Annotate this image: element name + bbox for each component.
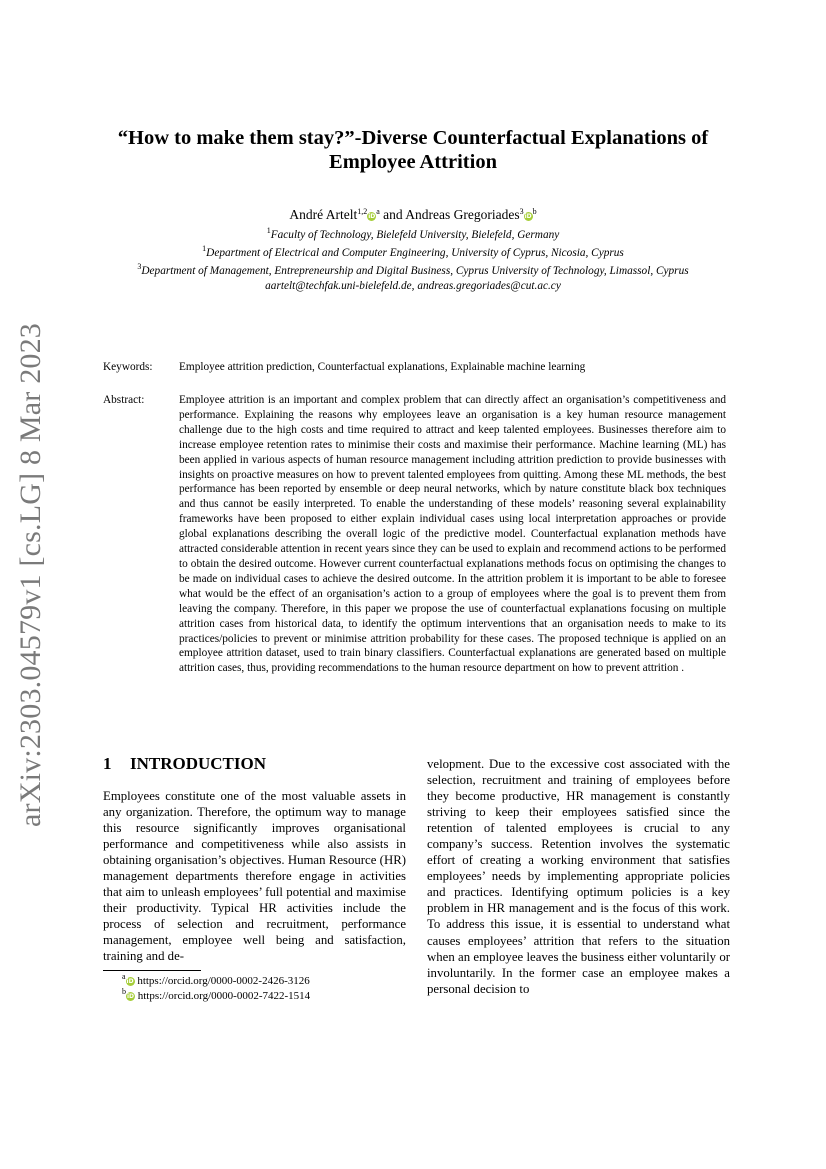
affiliation-sup: 1 <box>202 244 207 253</box>
section-title: INTRODUCTION <box>130 754 267 773</box>
abstract-label: Abstract: <box>103 394 145 406</box>
author-1-affil-sup: 1,2 <box>357 207 368 216</box>
footnote-orcid-link[interactable]: https://orcid.org/0000-0002-7422-1514 <box>137 990 311 1002</box>
section-number: 1 <box>103 754 112 773</box>
keywords-text: Employee attrition prediction, Counterfactual explanations, Explainable machine learning <box>179 361 586 373</box>
intro-right-column: velopment. Due to the excessive cost associated with the selection, recruitment and training of employees before they become productive, HR management is constantly striving to keep their employees satisfied since the retention of talented employees is crucial to any company’s success. Retention involves the systematic effort of creating a working environment that satisfies employees’ needs by implementing appropriate policies and practices. Identifying optimum policies is a key problem in HR management and is the focus of this work. To address this issue, it is essential to understand what causes employees’ attrition that refers to the situation when an employee leaves the business either voluntarily or involuntarily. In the former case an employee makes a personal decision to <box>427 757 730 996</box>
orcid-icon: iD <box>126 978 134 985</box>
author-list <box>100 207 726 223</box>
intro-left-column: Employees constitute one of the most valuable assets in any organization. Therefore, the optimum way to manage this resource significantly improves organisational performance and competitiveness while also assists in obtaining organisation’s objectives. Human Resource (HR) management departments therefore engage in activities that aim to unleash employees’ full potential and maximise their productivity. Typical HR activities include the process of selection and recruitment, performance management, employee well being and satisfaction, training and de- <box>103 789 406 964</box>
footnote-mark: a <box>122 972 126 981</box>
arxiv-sidebar-stamp <box>8 323 54 827</box>
keywords-label: Keywords: <box>103 361 153 373</box>
title-line-1: “How to make them stay?”-Diverse Counterfactual Explanations of <box>117 127 709 149</box>
paper-title <box>100 126 726 174</box>
affiliation-text: Department of Electrical and Computer Engineering, University of Cyprus, Nicosia, Cyprus <box>206 247 624 259</box>
footnote-mark: b <box>122 987 126 996</box>
affiliation-text: Department of Management, Entrepreneurship and Digital Business, Cyprus University of Technology, Limassol, Cyprus <box>141 265 689 277</box>
footnote-divider <box>103 970 201 971</box>
author-1-name: André Artelt <box>289 207 358 222</box>
arxiv-identifier: arXiv:2303.04579v1 [cs.LG] 8 Mar 2023 <box>14 323 48 827</box>
footnote-b <box>122 987 311 1003</box>
affiliation-3 <box>100 264 726 278</box>
author-2-affil-sup: 3 <box>519 207 524 216</box>
abstract-text: Employee attrition is an important and complex problem that can directly affect an organisation’s competitiveness and performance. Explaining the reasons why employees leave an organisation is a key human resource management challenge due to the high costs and time required to attract and keep talented employees. Businesses therefore aim to increase employee retention rates to minimise their costs and maximise their performance. Machine learning (ML) has been applied in various aspects of human resource management including attrition prediction to provide businesses with insights on proactive measures on how to prevent talented employees from quitting. Among these ML methods, the best performance has been reported by ensemble or deep neural networks, which by nature constitute black box techniques and thus cannot be easily interpreted. To enable the understanding of these models’ reasoning several explainability frameworks have been proposed to either explain individual cases using local interpretation approaches or provide global explanations describing the overall logic of the predictive model. Counterfactual explanation methods have attracted considerable attention in recent years since they can be used to explain and recommend actions to be performed to obtain the desired outcome. However current counterfactual explanations methods focus on optimising the changes to be made on individual cases to achieve the desired outcome. In the attrition problem it is important to be able to foresee what would be the effect of an organisation’s action to a group of employees where the goal is to prevent them from leaving the company. Therefore, in this paper we propose the use of counterfactual explanations focusing on multiple attrition cases from historical data, to identify the optimum interventions that an organisation needs to make to its practices/policies to prevent or minimise attrition probability for these cases. The proposed technique is applied on an employee attrition dataset, used to train binary classifiers. Counterfactual explanations are generated based on multiple attrition cases, thus, providing recommendations to the human resource department on how to prevent attrition . <box>179 394 726 675</box>
footnote-orcid-link[interactable]: https://orcid.org/0000-0002-2426-3126 <box>137 975 310 987</box>
section-heading <box>103 754 266 774</box>
affiliation-sup: 1 <box>266 226 271 235</box>
author-emails: aartelt@techfak.uni-bielefeld.de, andreas.gregoriades@cut.ac.cy <box>265 280 561 292</box>
orcid-icon: iD <box>126 993 135 1000</box>
author-1-footnote-mark: a <box>376 207 380 216</box>
footnote-a <box>122 972 310 988</box>
affiliation-2 <box>100 246 726 260</box>
title-line-2: Employee Attrition <box>329 151 497 173</box>
author-2-footnote-mark: b <box>532 207 537 216</box>
author-2-name: Andreas Gregoriades <box>405 207 520 222</box>
orcid-icon[interactable]: iD <box>524 213 532 220</box>
affiliation-text: Faculty of Technology, Bielefeld University, Bielefeld, Germany <box>270 229 560 241</box>
affiliation-sup: 3 <box>137 262 142 271</box>
author-conjunction: and <box>379 207 406 222</box>
orcid-icon[interactable]: iD <box>368 213 376 220</box>
affiliation-1 <box>100 228 726 242</box>
